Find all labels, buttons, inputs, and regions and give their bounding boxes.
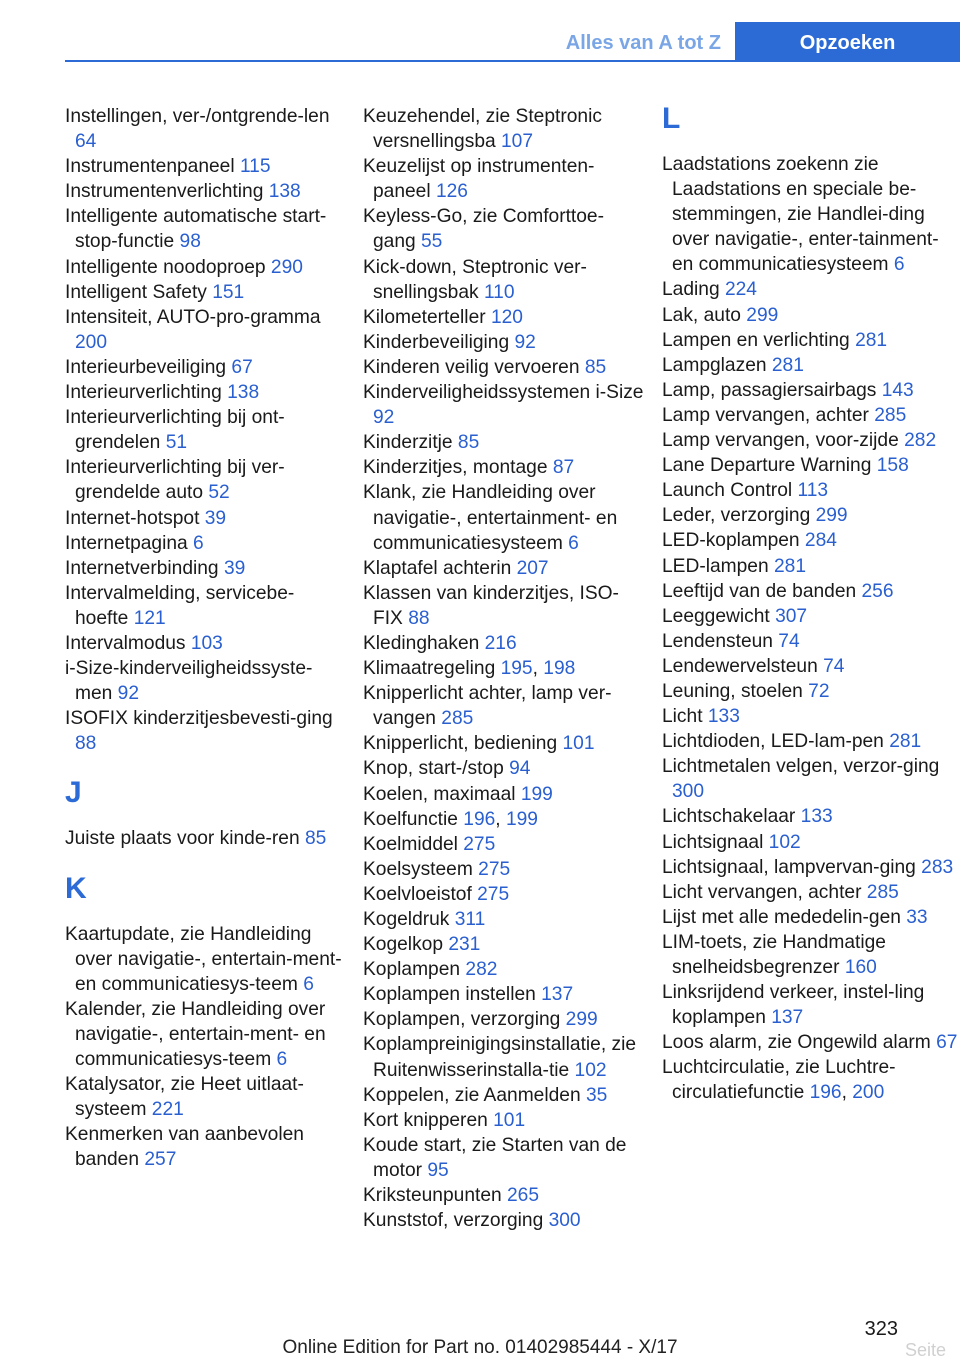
page-link[interactable]: 67 — [936, 1032, 958, 1054]
page-link[interactable]: 143 — [881, 379, 914, 401]
page-link[interactable]: 133 — [800, 806, 833, 828]
page-link[interactable]: 224 — [724, 279, 757, 301]
index-entry — [363, 556, 645, 581]
index-entry-text: Klank, zie Handleiding over navigatie-, entertainment- en communicatiesysteem — [363, 482, 618, 554]
index-entry — [65, 1072, 347, 1122]
page-link[interactable]: 299 — [746, 304, 779, 326]
index-entry-text: Knipperlicht achter, lamp ver-vangen — [363, 683, 612, 730]
page-link[interactable]: 101 — [493, 1109, 526, 1131]
page-link[interactable]: 126 — [435, 181, 468, 203]
index-entry: Koelfunctie 196, 199 — [363, 808, 538, 830]
index-entry-text: Launch Control — [662, 480, 798, 502]
index-entry — [363, 255, 645, 305]
index-entry — [363, 480, 645, 555]
page-link[interactable]: 94 — [509, 758, 531, 780]
page-link[interactable]: 216 — [484, 632, 517, 654]
index-entry — [363, 957, 645, 982]
page-link[interactable]: 133 — [707, 706, 740, 728]
index-entry-text: Licht — [662, 706, 708, 728]
index-entry-text: Kinderen veilig vervoeren — [363, 356, 585, 378]
index-entry — [65, 1122, 347, 1172]
index-entry — [363, 1183, 645, 1208]
index-entry-text: Lane Departure Warning — [662, 455, 877, 477]
index-entry — [65, 826, 347, 851]
index-entry-text: Klaptafel achterin — [363, 557, 517, 579]
page-link[interactable]: 121 — [133, 607, 166, 629]
index-columns — [65, 104, 960, 1274]
index-entry-text: Linksrijdend verkeer, instel-ling koplampen — [662, 982, 925, 1029]
index-entry — [65, 581, 347, 631]
page-link[interactable]: 285 — [866, 881, 899, 903]
page-link[interactable]: 299 — [565, 1009, 598, 1031]
index-entry-text: Intelligente noodoproep — [65, 256, 271, 278]
page-link[interactable]: 110 — [483, 281, 515, 303]
index-entry — [65, 305, 347, 355]
index-entry — [662, 905, 958, 930]
index-entry — [662, 528, 958, 553]
index-entry — [65, 154, 347, 179]
page-link[interactable]: 87 — [552, 457, 575, 479]
page-link[interactable]: 92 — [373, 407, 395, 429]
index-entry — [363, 857, 645, 882]
page-link[interactable]: 281 — [855, 329, 888, 351]
index-entry-text: Lendewervelsteun — [662, 655, 824, 677]
index-entry — [65, 556, 347, 581]
page-link[interactable]: 35 — [585, 1084, 608, 1106]
index-entry-text: Intensiteit, AUTO-pro-gramma — [65, 306, 321, 328]
index-entry — [662, 604, 958, 629]
page-link[interactable]: 283 — [921, 856, 954, 878]
index-entry — [65, 656, 347, 706]
index-entry — [662, 855, 958, 880]
index-entry-text: Koude start, zie Starten van de motor — [363, 1134, 627, 1181]
index-entry-text: Kinderzitje — [363, 432, 458, 454]
index-entry-text: Keuzehendel, zie Steptronic versnellingsba — [363, 106, 602, 153]
page-link[interactable]: 85 — [457, 432, 480, 454]
index-entry-text: Interieurverlichting bij ont-grendelen — [65, 407, 285, 454]
page-link[interactable]: 231 — [448, 934, 481, 956]
index-entry — [662, 554, 958, 579]
index-entry-text: Kenmerken van aanbevolen banden — [65, 1124, 304, 1171]
index-entry — [65, 631, 347, 656]
index-entry-text: Leder, verzorging — [662, 505, 816, 527]
index-entry-text: Kalender, zie Handleiding over navigatie-, entertain-ment- en communicatiesys-teem — [65, 998, 326, 1070]
index-entry — [65, 922, 347, 997]
index-entry — [363, 330, 645, 355]
index-entry-text: Kledinghaken — [363, 632, 485, 654]
index-entry — [662, 1030, 958, 1055]
index-entry — [662, 930, 958, 980]
index-entry-text: Keyless-Go, zie Comforttoe-gang — [363, 206, 604, 253]
index-entry-text: Interieurverlichting — [65, 382, 228, 404]
index-entry — [65, 380, 347, 405]
index-entry — [363, 430, 645, 455]
index-entry-text: LIM-toets, zie Handmatige snelheidsbegrenzer — [662, 931, 886, 978]
index-entry-text: Intelligente automatische start-stop-functie — [65, 206, 327, 253]
index-entry — [363, 681, 645, 731]
index-entry — [662, 152, 958, 277]
index-entry — [662, 403, 958, 428]
index-entry-text: Kriksteunpunten — [363, 1185, 507, 1207]
page-link[interactable]: 160 — [844, 957, 877, 978]
index-entry — [662, 378, 958, 403]
page-link[interactable]: 256 — [861, 580, 894, 602]
page-link[interactable]: 290 — [270, 256, 303, 278]
index-entry — [363, 204, 645, 254]
index-entry — [363, 1208, 645, 1233]
page-link[interactable]: 138 — [227, 382, 260, 404]
page-link[interactable]: 74 — [778, 630, 800, 652]
index-entry — [662, 830, 958, 855]
index-entry-text: Lendensteun — [662, 630, 779, 652]
page-link[interactable]: 265 — [507, 1185, 540, 1207]
index-entry — [363, 832, 645, 857]
page-link[interactable]: 85 — [304, 828, 327, 850]
page-link[interactable]: 196 — [809, 1082, 842, 1104]
index-entry-text: Kinderbeveiliging — [363, 331, 515, 353]
index-entry-text: Intervalmelding, servicebe-hoefte — [65, 582, 295, 629]
tab-opzoeken[interactable]: Opzoeken — [735, 22, 960, 62]
index-entry — [662, 804, 958, 829]
page-link[interactable]: 55 — [421, 231, 443, 253]
page-link[interactable]: 92 — [514, 331, 536, 353]
index-entry-text: Lampen en verlichting — [662, 329, 856, 351]
page-link[interactable]: 6 — [568, 532, 579, 554]
header-divider — [65, 60, 960, 62]
page-link[interactable]: 113 — [797, 480, 829, 502]
index-entry-text: Internetverbinding — [65, 557, 224, 579]
page-link[interactable]: 282 — [904, 430, 937, 452]
index-entry-text: Koelmiddel — [363, 833, 464, 855]
index-entry-text: Intelligent Safety — [65, 281, 213, 303]
page-link[interactable]: 300 — [548, 1210, 581, 1232]
index-entry — [363, 631, 645, 656]
index-entry — [65, 104, 347, 154]
page-link[interactable]: 275 — [477, 883, 510, 905]
page-link[interactable]: 67 — [231, 356, 253, 378]
index-entry — [363, 1083, 645, 1108]
index-entry — [363, 305, 645, 330]
index-entry-text: Lamp vervangen, voor-zijde — [662, 430, 905, 452]
page-link[interactable]: 158 — [876, 455, 909, 477]
index-entry-text: Kort knipperen — [363, 1109, 494, 1131]
watermark-text: Seite — [904, 1340, 946, 1360]
index-entry — [662, 503, 958, 528]
index-entry — [65, 455, 347, 505]
index-entry — [662, 654, 958, 679]
index-entry-text: Koelsysteem — [363, 858, 479, 880]
index-entry-text: Lak, auto — [662, 304, 747, 326]
index-entry — [363, 154, 645, 204]
page-link[interactable]: 299 — [815, 505, 848, 527]
index-entry-text: Kunststof, verzorging — [363, 1210, 549, 1232]
index-entry — [363, 380, 645, 430]
page-link[interactable]: 6 — [276, 1049, 288, 1070]
page-link[interactable]: 103 — [190, 632, 223, 654]
index-entry — [662, 704, 958, 729]
page-link[interactable]: 33 — [906, 906, 928, 928]
index-entry-text: Internet-hotspot — [65, 507, 205, 529]
index-entry — [65, 405, 347, 455]
index-entry — [662, 303, 958, 328]
index-entry — [363, 982, 645, 1007]
index-entry — [662, 629, 958, 654]
page-link[interactable]: 281 — [771, 354, 804, 376]
index-entry-text: Koppelen, zie Aanmelden — [363, 1084, 586, 1106]
index-entry — [363, 104, 645, 154]
page-link[interactable]: 74 — [823, 655, 845, 677]
index-entry-text: Juiste plaats voor kinde-ren — [65, 828, 305, 850]
index-entry — [662, 428, 958, 453]
page-link[interactable]: 207 — [516, 557, 549, 579]
index-entry-text: Kinderzitjes, montage — [363, 457, 553, 479]
index-entry-text: Knipperlicht, bediening — [363, 733, 563, 755]
index-entry — [363, 932, 645, 957]
index-letter-heading: K — [65, 871, 87, 905]
page-link[interactable]: 137 — [541, 984, 574, 1006]
page-link[interactable]: 199 — [520, 783, 553, 805]
index-entry — [363, 1108, 645, 1133]
page-link[interactable]: 6 — [893, 254, 905, 276]
index-entry — [363, 731, 645, 756]
index-entry — [363, 907, 645, 932]
index-column-2 — [363, 104, 645, 1233]
index-entry-text: Katalysator, zie Heet uitlaat-systeem — [65, 1074, 304, 1121]
index-entry-text: Laadstations zoekenn zie Laadstations en speciale be-stemmingen, zie Handlei-ding over navigatie-, enter-tainment- en communicatiesysteem — [662, 154, 939, 276]
index-entry — [662, 478, 958, 503]
index-entry — [662, 980, 958, 1030]
index-entry-text: Luchtcirculatie, zie Luchtre-circulatiefunctie — [662, 1057, 896, 1104]
index-entry-text: Loos alarm, zie Ongewild alarm — [662, 1032, 937, 1054]
page-link[interactable]: 88 — [408, 607, 430, 629]
page-link[interactable]: 101 — [562, 733, 595, 755]
index-entry-text: Interieurbeveiliging — [65, 356, 232, 378]
page-link[interactable]: 137 — [771, 1007, 804, 1029]
index-letter-heading: L — [662, 102, 681, 135]
index-entry — [363, 455, 645, 480]
index-entry — [662, 328, 958, 353]
index-column-3 — [662, 104, 958, 1106]
page-link[interactable]: 102 — [768, 831, 801, 853]
page-link[interactable]: 98 — [179, 231, 201, 253]
index-entry — [65, 997, 347, 1072]
index-entry — [662, 453, 958, 478]
page-number: 323 — [864, 1318, 898, 1340]
page-link[interactable]: 115 — [239, 156, 271, 178]
page-link[interactable]: 6 — [193, 532, 204, 554]
page-link[interactable]: 311 — [454, 909, 486, 930]
index-entry-text: Lading — [662, 279, 725, 301]
index-entry-text: Kogelkop — [363, 934, 449, 956]
page-link[interactable]: 199 — [505, 808, 538, 830]
index-entry — [65, 204, 347, 254]
page-link[interactable]: 196 — [463, 808, 496, 830]
index-entry — [363, 355, 645, 380]
index-entry-text: Koplampen instellen — [363, 984, 542, 1006]
index-entry — [662, 277, 958, 302]
section-label: Alles van A tot Z — [552, 26, 735, 60]
index-entry — [65, 255, 347, 280]
page-link[interactable]: 221 — [151, 1099, 184, 1121]
index-entry — [662, 679, 958, 704]
page-link[interactable]: 200 — [852, 1082, 885, 1104]
page-link[interactable]: 39 — [223, 557, 246, 579]
index-entry — [363, 782, 645, 807]
page-link[interactable]: 195 — [500, 658, 533, 680]
index-entry-text: Koplampreinigingsinstallatie, zie Ruitenwisserinstalla-tie — [363, 1034, 637, 1081]
index-entry — [65, 280, 347, 305]
index-entry-text: Lichtdioden, LED-lam-pen — [662, 731, 890, 753]
page-link[interactable]: 200 — [75, 331, 108, 353]
page-link[interactable]: 72 — [808, 680, 830, 702]
page-link[interactable]: 281 — [889, 731, 922, 753]
index-entry — [363, 581, 645, 631]
page-link[interactable]: 307 — [775, 605, 808, 627]
index-entry — [363, 1007, 645, 1032]
index-entry-text: Kinderveiligheidssystemen i-Size — [363, 382, 644, 404]
page-link[interactable]: 52 — [208, 482, 230, 504]
index-entry — [65, 355, 347, 380]
index-entry-text: Lamp, passagiersairbags — [662, 379, 882, 401]
index-entry — [363, 1032, 645, 1082]
page-link[interactable]: 39 — [204, 507, 227, 529]
footer-edition: Online Edition for Part no. 01402985444 - X/17 — [282, 1337, 678, 1358]
index-entry-text: i-Size-kinderveiligheidssyste-men — [65, 658, 313, 705]
index-entry: Klimaatregeling 195, 198 — [363, 658, 576, 680]
index-entry-text: Kilometerteller — [363, 306, 491, 328]
page-link[interactable]: 92 — [117, 683, 140, 705]
index-entry — [65, 531, 347, 556]
index-entry — [363, 882, 645, 907]
index-entry-text: Koelen, maximaal — [363, 783, 521, 805]
index-entry — [65, 506, 347, 531]
page-link[interactable]: 85 — [584, 356, 607, 378]
page-link[interactable]: 120 — [490, 306, 523, 328]
index-entry-text: Koelvloeistof — [363, 883, 478, 905]
index-entry: Luchtcirculatie, zie Luchtre-circulatiefunctie 196, 200 — [662, 1057, 896, 1104]
index-entry-text: Klassen van kinderzitjes, ISO-FIX — [363, 582, 619, 629]
index-entry — [662, 754, 958, 804]
page-link[interactable]: 95 — [427, 1159, 449, 1181]
page-link[interactable]: 102 — [574, 1059, 607, 1081]
page-link[interactable]: 51 — [165, 432, 188, 454]
index-entry — [363, 756, 645, 781]
index-letter-heading: J — [65, 776, 82, 810]
page-link[interactable]: 6 — [303, 973, 314, 995]
index-entry-text: Licht vervangen, achter — [662, 881, 867, 903]
page-header — [0, 0, 960, 62]
index-entry-text: LED-koplampen — [662, 530, 805, 552]
index-entry-text: ISOFIX kinderzitjesbevesti-ging — [65, 708, 333, 730]
index-entry — [662, 579, 958, 604]
index-entry-text: Kogeldruk — [363, 909, 455, 930]
index-entry-text: Koelfunctie — [363, 808, 464, 830]
index-entry-text: Instrumentenpaneel — [65, 156, 240, 178]
index-entry — [363, 1133, 645, 1183]
index-entry-text: Leuning, stoelen — [662, 680, 809, 702]
index-entry-text: Internetpagina — [65, 532, 194, 554]
index-entry — [662, 353, 958, 378]
index-entry-text: Leeggewicht — [662, 605, 776, 627]
page-link[interactable]: 275 — [463, 833, 496, 855]
index-entry-text: Kaartupdate, zie Handleiding over navigatie-, entertain-ment- en communicatiesys-teem — [65, 923, 342, 995]
index-entry-text: Koplampen, verzorging — [363, 1009, 566, 1031]
index-entry-text: Lijst met alle mededelin-gen — [662, 906, 907, 928]
page-link[interactable]: 282 — [465, 959, 498, 981]
index-column-1 — [65, 104, 347, 1172]
page-link[interactable]: 107 — [501, 131, 534, 153]
index-entry-text: Lichtsignaal — [662, 831, 769, 853]
index-entry-text: Instrumentenverlichting — [65, 181, 269, 203]
page-link[interactable]: 64 — [75, 131, 97, 153]
page-link[interactable]: 281 — [773, 555, 806, 577]
index-entry — [662, 729, 958, 754]
index-entry — [65, 706, 347, 756]
index-entry-text: Interieurverlichting bij ver-grendelde auto — [65, 457, 285, 504]
index-entry-text: Lichtmetalen velgen, verzor-ging — [662, 756, 940, 778]
page-link[interactable]: 198 — [543, 658, 576, 680]
page-link[interactable]: 285 — [874, 404, 907, 426]
index-entry-text: Intervalmodus — [65, 632, 191, 654]
index-entry-text: Keuzelijst op instrumenten-paneel — [363, 156, 595, 203]
index-entry-text: Lichtsignaal, lampvervan-ging — [662, 856, 922, 878]
page-link[interactable]: 284 — [804, 530, 837, 552]
page-link[interactable]: 275 — [478, 858, 511, 880]
index-entry-text: Instellingen, ver-/ontgrende-len — [65, 106, 330, 127]
page-link[interactable]: 138 — [268, 181, 301, 203]
index-entry-text: Lamp vervangen, achter — [662, 404, 875, 426]
page-link[interactable]: 285 — [441, 708, 474, 730]
index-entry-text: Knop, start-/stop — [363, 758, 510, 780]
page-link[interactable]: 88 — [75, 733, 97, 755]
index-entry-text: Koplampen — [363, 959, 466, 981]
index-entry-text: Kick-down, Steptronic ver-snellingsbak — [363, 256, 587, 303]
index-entry — [662, 880, 958, 905]
page-link[interactable]: 151 — [212, 281, 245, 303]
index-entry-text: Lampglazen — [662, 354, 772, 376]
page-link[interactable]: 257 — [144, 1149, 177, 1171]
index-entry-text: LED-lampen — [662, 555, 774, 577]
index-entry-text: Klimaatregeling — [363, 658, 501, 680]
index-entry-text: Leeftijd van de banden — [662, 580, 862, 602]
index-entry-text: Lichtschakelaar — [662, 806, 801, 828]
index-entry — [65, 179, 347, 204]
page-link[interactable]: 300 — [672, 781, 705, 803]
